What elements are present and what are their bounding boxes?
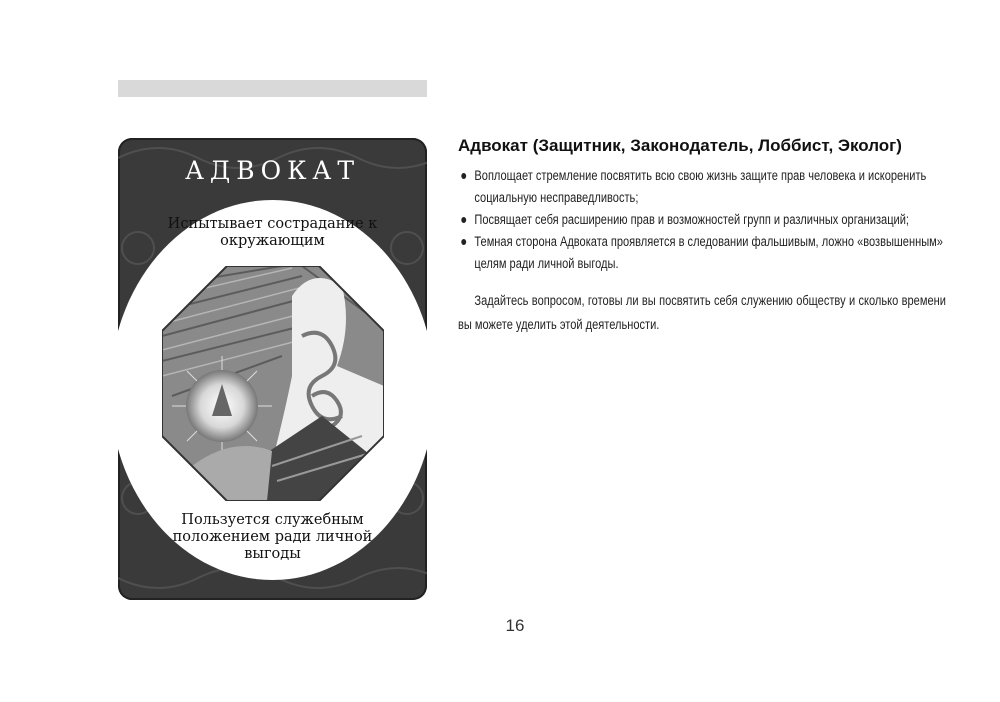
- article: [458, 136, 948, 351]
- bullet-icon: [461, 173, 466, 179]
- list-item: [458, 231, 958, 275]
- card-title: АДВОКАТ: [184, 156, 361, 185]
- card-trait-shadow: Пользуется служебным положением ради личной выгоды: [172, 512, 373, 562]
- list-item: [458, 209, 958, 231]
- reflection-paragraph: Задайтесь вопросом, готовы ли вы посвятить себя служению обществу и сколько времени вы можете уделить этой деятельности.: [458, 293, 946, 332]
- bullet-text: Темная сторона Адвоката проявляется в следовании фальшивым, ложно «возвышенным» целям ради личной выгоды.: [474, 234, 943, 271]
- bullet-list: [458, 165, 948, 275]
- list-item: [458, 165, 958, 209]
- archetype-card: [118, 138, 427, 600]
- card-illustration: [162, 266, 384, 501]
- card-trait-light: Испытывает сострадание к окружающим: [167, 216, 378, 249]
- bullet-text: Воплощает стремление посвятить всю свою жизнь защите прав человека и искоренить социальную несправедливость;: [474, 168, 927, 205]
- article-heading: Адвокат (Защитник, Законодатель, Лоббист, Эколог): [458, 136, 902, 155]
- bullet-icon: [461, 239, 466, 245]
- page-number: 16: [505, 616, 525, 635]
- bullet-text: Посвящает себя расширению прав и возможностей групп и различных организаций;: [474, 212, 909, 227]
- header-bar: [118, 80, 427, 97]
- bullet-icon: [461, 217, 466, 223]
